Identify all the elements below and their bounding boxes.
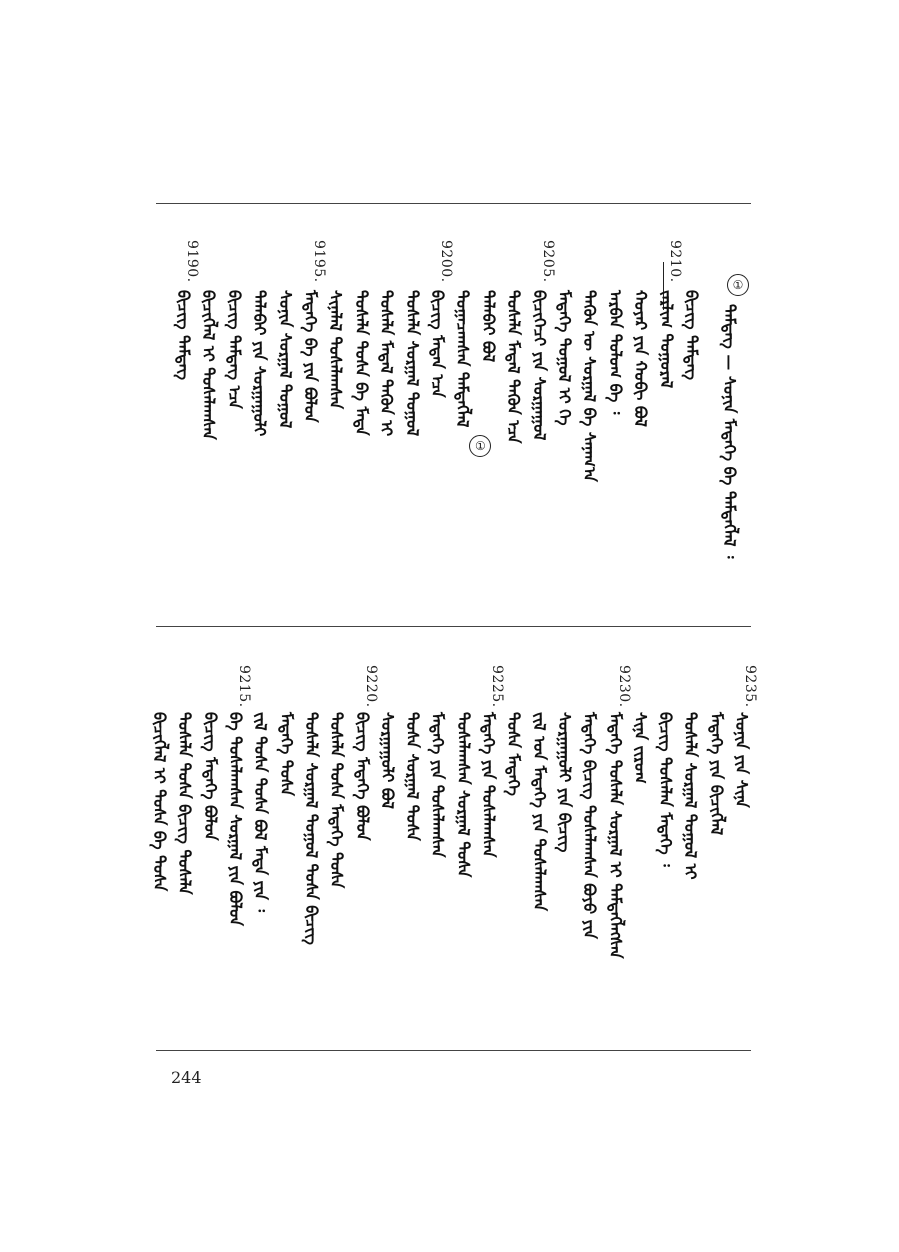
text-line: ᠪᠢᠴᠢᠭᠯᠡᠯ ᠢ ᠲᠤᠰᠠᠯᠠᠭᠰᠠᠨ bbox=[199, 290, 219, 440]
text-line: ᠰᠤᠷᠭᠠᠭᠤᠯᠢ ᠶᠢᠨ ᠪᠢᠴᠢᠭ bbox=[554, 712, 574, 853]
text-line: ᠲᠤᠰᠠᠯᠠ ᠮᠡᠳᠡᠯ ᠲᠡᠭᠦᠨ ᠡᠴᠡ bbox=[504, 290, 524, 444]
text-line: ᠵᠠᠷᠯᠢᠭ ᠲᠤᠭᠤᠷᠠᠯ bbox=[656, 290, 676, 389]
text-line: ᠲᠤᠰᠠᠯᠠ ᠲᠤᠰᠠ ᠪᠢᠴᠢᠭ ᠲᠤᠰᠠᠯᠠ bbox=[175, 712, 195, 895]
text-line: ᠲᠠᠯᠠᠪᠠᠢ ᠶᠢᠨ ᠰᠤᠷᠭᠠᠭᠤᠯᠢ bbox=[250, 290, 270, 437]
text-line: ᠪᠢᠴᠢᠭ ᠮᠡᠳᠡᠨ ᠡᠴᠡ bbox=[428, 290, 447, 398]
text-line: ᠮᠡᠳᠡᠭᠡ ᠪᠡ ᠶᠢᠨ ᠪᠣᠯᠤᠨ bbox=[301, 290, 320, 423]
text-line: ᠮᠡᠳᠡᠭᠡ ᠲᠤᠭᠤᠯ ᠢ ᠬᠡ bbox=[555, 290, 574, 426]
text-line: ᠠᠷᠪᠠᠨ ᠳᠣᠯᠣᠭ ᠪᠠ ᠄ bbox=[605, 290, 625, 415]
text-line: ᠲᠤᠰᠠᠯᠠ ᠲᠤᠰᠠ ᠪᠠ ᠮᠡᠳᠡ bbox=[351, 290, 371, 436]
text-line: ᠲᠤᠰᠠ ᠰᠤᠷᠭᠠᠯ ᠲᠤᠰᠠ bbox=[403, 712, 423, 841]
line-number: 9190. bbox=[184, 240, 200, 283]
line-number: 9200. bbox=[438, 240, 454, 283]
footnote-text: ᠲᠡᠮᠳᠡᠭ — ᠰᠣᠨᠢᠨ ᠮᠡᠳᠡᠭᠡ ᠪᠡ ᠲᠡᠮᠳᠡᠭᠯᠡᠯ ᠄ bbox=[720, 304, 739, 559]
text-line: ᠮᠡᠳᠡᠭᠡ ᠲᠤᠰᠠᠯᠠ ᠰᠤᠷᠭᠠᠯ ᠢ ᠲᠡᠮᠳᠡᠭᠯᠡᠭᠰᠡᠨ bbox=[605, 712, 625, 959]
text-line: ᠲᠤᠰᠠᠯᠠᠭᠰᠠᠨ ᠰᠤᠷᠭᠠᠯ ᠲᠤᠰᠠ bbox=[453, 712, 473, 878]
page-number: 244 bbox=[171, 1068, 202, 1087]
text-line: ᠮᠡᠳᠡᠭᠡ ᠶᠢᠨ ᠪᠢᠴᠢᠭᠯᠡᠯ bbox=[706, 712, 726, 836]
text-line: ᠲᠤᠰᠠᠯᠠ ᠮᠡᠳᠡᠯ ᠲᠡᠭᠦᠨ ᠢ bbox=[377, 290, 397, 437]
text-line: ᠮᠡᠳᠡᠭᠡ ᠶᠢᠨ ᠲᠤᠰᠠᠯᠠᠭᠰᠠᠨ bbox=[479, 712, 498, 858]
line-number: 9235. bbox=[742, 665, 758, 708]
text-line: ᠲᠤᠰᠠᠯᠠ ᠰᠤᠷᠭᠠᠯ ᠲᠤᠭᠤᠯ ᠢ bbox=[681, 712, 701, 880]
text-line: ᠲᠤᠰᠠᠯᠠ ᠲᠤᠰᠠ ᠮᠡᠳᠡᠭᠡ ᠲᠤᠰᠠ bbox=[327, 712, 347, 889]
line-number: 9225. bbox=[489, 665, 505, 708]
bottom-rule bbox=[156, 1050, 751, 1051]
text-line: ᠰᠣᠨᠢᠨ ᠰᠤᠷᠭᠠᠯ ᠲᠤᠭᠤᠯ bbox=[275, 290, 295, 429]
footnote-reference-marker: ① bbox=[469, 435, 491, 457]
line-number: 9210. bbox=[666, 240, 683, 283]
text-line: ᠪᠢᠴᠢᠭ ᠲᠡᠮᠳᠡᠭ ᠡᠴᠡ bbox=[224, 290, 244, 409]
footnote-marker: ① bbox=[727, 274, 749, 296]
text-line: ᠲᠤᠰᠠᠯᠠ ᠰᠤᠷᠭᠠᠯ ᠲᠤᠭᠤᠯ bbox=[402, 290, 422, 437]
text-line: ᠮᠡᠳᠡᠭᠡ ᠶᠢᠨ ᠲᠤᠰᠠᠯᠠᠭᠰᠠᠨ bbox=[428, 712, 448, 858]
text-line: ᠪᠢᠴᠢᠭ ᠲᠤᠰᠠᠯᠠᠨ ᠮᠡᠳᠡᠭᠡ ᠄ bbox=[656, 712, 676, 867]
line-number: 9220. bbox=[362, 665, 379, 708]
text-line: ᠪᠢᠴᠢᠭ ᠮᠡᠳᠡᠭᠡ ᠪᠣᠯᠤᠨ bbox=[352, 712, 372, 841]
text-line: ᠰᠢᠨᠡ ᠵᠢᠷᠤᠭ bbox=[630, 712, 650, 784]
line-number: 9205. bbox=[539, 240, 556, 283]
line-number: 9215. bbox=[236, 665, 252, 708]
text-line: ᠪᠢᠴᠢᠭᠡᠴᠢ ᠶᠢᠨ ᠰᠤᠷᠭᠠᠭᠤᠯ bbox=[529, 290, 549, 441]
text-line: ᠰᠤᠷᠭᠠᠭᠤᠯᠢ ᠪᠣᠯ bbox=[377, 712, 397, 809]
text-line: ᠪᠢᠴᠢᠭᠯᠡᠯ ᠢ ᠲᠤᠰᠠ ᠪᠠ ᠲᠤᠰᠠ bbox=[150, 712, 170, 892]
text-line: ᠪᠢᠴᠢᠭ ᠮᠡᠳᠡᠭᠡ ᠪᠣᠯᠤᠨ bbox=[200, 712, 220, 841]
text-line: ᠮᠡᠳᠡᠭᠡ ᠲᠤᠰᠠ bbox=[276, 712, 296, 796]
top-rule bbox=[156, 203, 751, 204]
text-line: ᠪᠢᠴᠢᠭ ᠲᠡᠮᠳᠡᠭ bbox=[174, 290, 193, 381]
text-line: ᠲᠠᠯᠠᠪᠠᠢ ᠪᠣᠯ bbox=[478, 290, 498, 363]
text-line: ᠵᠢᠯ ᠲᠤᠰᠠ ᠲᠤᠰᠠ ᠪᠣᠯ ᠮᠡᠳᠡ ᠶᠢᠨ ᠄ bbox=[251, 712, 271, 913]
text-line: ᠲᠤᠰᠠ ᠮᠡᠳᠡᠭᠡ bbox=[504, 712, 524, 796]
text-line: ᠵᠢᠯ ᠤᠨ ᠮᠡᠳᠡᠭᠡ ᠶᠢᠨ ᠲᠤᠰᠠᠯᠠᠭᠰᠠᠨ bbox=[529, 712, 549, 912]
text-line: ᠬᠣᠶᠠᠷ ᠶᠢᠨ ᠬᠤᠪᠢ ᠪᠣᠯ bbox=[631, 290, 651, 427]
text-line: ᠲᠣᠭᠠᠴᠠᠭᠰᠠᠨ ᠲᠡᠮᠳᠡᠭᠯᠡᠯ bbox=[453, 290, 473, 428]
text-line: ᠪᠢᠴᠢᠭ ᠲᠡᠮᠳᠡᠭ bbox=[682, 290, 701, 381]
line-number: 9195. bbox=[311, 240, 327, 283]
text-line: ᠮᠡᠳᠡᠭᠡ ᠪᠢᠴᠢᠭ ᠲᠤᠰᠠᠯᠠᠭᠰᠠᠨ ᠪᠤᠶᠤ ᠶᠢᠨ bbox=[580, 712, 600, 940]
text-line: ᠲᠡᠭᠦᠨ ᠦ ᠰᠤᠷᠭᠠᠯ ᠪᠠ ᠰᠠᠨᠠᠭ᠎ᠠ bbox=[580, 290, 600, 482]
text-line: ᠰᠢᠨᠡᠯᠡᠯ ᠲᠤᠰᠠᠯᠠᠭᠰᠠᠨ bbox=[326, 290, 346, 410]
middle-rule bbox=[156, 626, 751, 627]
line-number: 9230. bbox=[615, 665, 632, 708]
text-line: ᠪᠠ ᠲᠤᠰᠠᠯᠠᠭᠰᠠᠨ ᠰᠤᠷᠭᠠᠯ ᠶᠢᠨ ᠪᠣᠯᠤᠨ bbox=[226, 712, 245, 926]
text-line: ᠲᠤᠰᠠᠯᠠ ᠰᠤᠷᠭᠠᠯ ᠲᠤᠭᠤᠯ ᠲᠤᠰᠠ ᠪᠢᠴᠢᠭ bbox=[301, 712, 321, 945]
text-line: ᠰᠣᠨᠢᠨ ᠶᠢᠨ ᠰᠢᠨᠡ bbox=[732, 712, 751, 808]
